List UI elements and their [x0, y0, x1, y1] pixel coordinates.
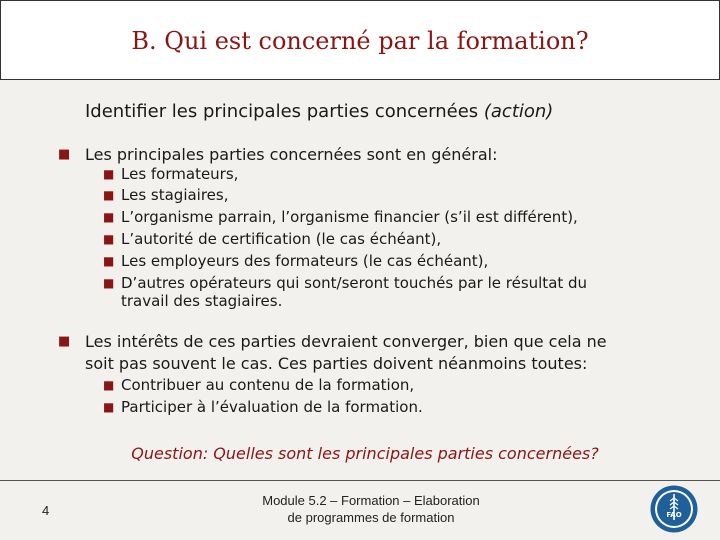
sub-bullet-text: Participer à l’évaluation de la formation. — [121, 398, 423, 416]
sub-bullet — [103, 165, 239, 185]
footer-line-1: Module 5.2 – Formation – Elaboration — [262, 493, 480, 508]
question-text: Question: Quelles sont les principales parties concernées? — [131, 444, 599, 463]
bullet-2-line-2: soit pas souvent le cas. Ces parties doivent néanmoins toutes: — [85, 354, 588, 373]
sub-bullet — [103, 376, 415, 396]
sub-bullet-text: Les formateurs, — [121, 165, 239, 183]
title-box — [0, 0, 720, 80]
sub-bullet-text: Les employeurs des formateurs (le cas échéant), — [121, 252, 489, 270]
page-number: 4 — [42, 503, 50, 518]
sub-bullet-text: Contribuer au contenu de la formation, — [121, 376, 415, 394]
bullet-1-text: Les principales parties concernées sont en général: — [85, 145, 498, 164]
bullet-square-icon: ■ — [58, 334, 71, 349]
sub-bullet-text: D’autres opérateurs qui sont/seront touchés par le résultat du — [121, 274, 588, 292]
sub-bullet — [103, 252, 489, 272]
sub-bullet-square-icon: ■ — [103, 276, 115, 290]
sub-bullet — [103, 208, 578, 228]
slide-title: B. Qui est concerné par la formation? — [131, 27, 589, 55]
sub-bullet-continuation: travail des stagiaires. — [121, 292, 283, 310]
subtitle-text: Identifier les principales parties concernées — [85, 101, 484, 122]
footer-divider — [0, 480, 720, 481]
sub-bullet-square-icon: ■ — [103, 254, 115, 268]
subtitle-emphasis: (action) — [483, 101, 554, 122]
sub-bullet-square-icon: ■ — [103, 232, 115, 246]
sub-bullet-square-icon: ■ — [103, 378, 115, 392]
footer-caption — [231, 492, 511, 526]
sub-bullet-square-icon: ■ — [103, 400, 115, 414]
sub-bullet-text: Les stagiaires, — [121, 186, 229, 204]
sub-bullet — [103, 186, 229, 206]
sub-bullet-text: L’organisme parrain, l’organisme financier (s’il est différent), — [121, 208, 578, 226]
sub-bullet-text: L’autorité de certification (le cas échéant), — [121, 230, 442, 248]
svg-text:FAO: FAO — [666, 511, 682, 519]
bullet-2-line-1: Les intérêts de ces parties devraient converger, bien que cela ne — [85, 332, 607, 351]
sub-bullet — [103, 398, 423, 418]
slide-subtitle — [85, 101, 553, 122]
bullet-2 — [58, 331, 607, 352]
bullet-square-icon: ■ — [58, 147, 71, 162]
bullet-1 — [58, 144, 498, 165]
footer-line-2: de programmes de formation — [287, 510, 455, 525]
sub-bullet — [103, 274, 588, 294]
sub-bullet — [103, 230, 442, 250]
sub-bullet-square-icon: ■ — [103, 210, 115, 224]
sub-bullet-square-icon: ■ — [103, 167, 115, 181]
fao-logo-icon — [649, 484, 699, 534]
sub-bullet-square-icon: ■ — [103, 188, 115, 202]
